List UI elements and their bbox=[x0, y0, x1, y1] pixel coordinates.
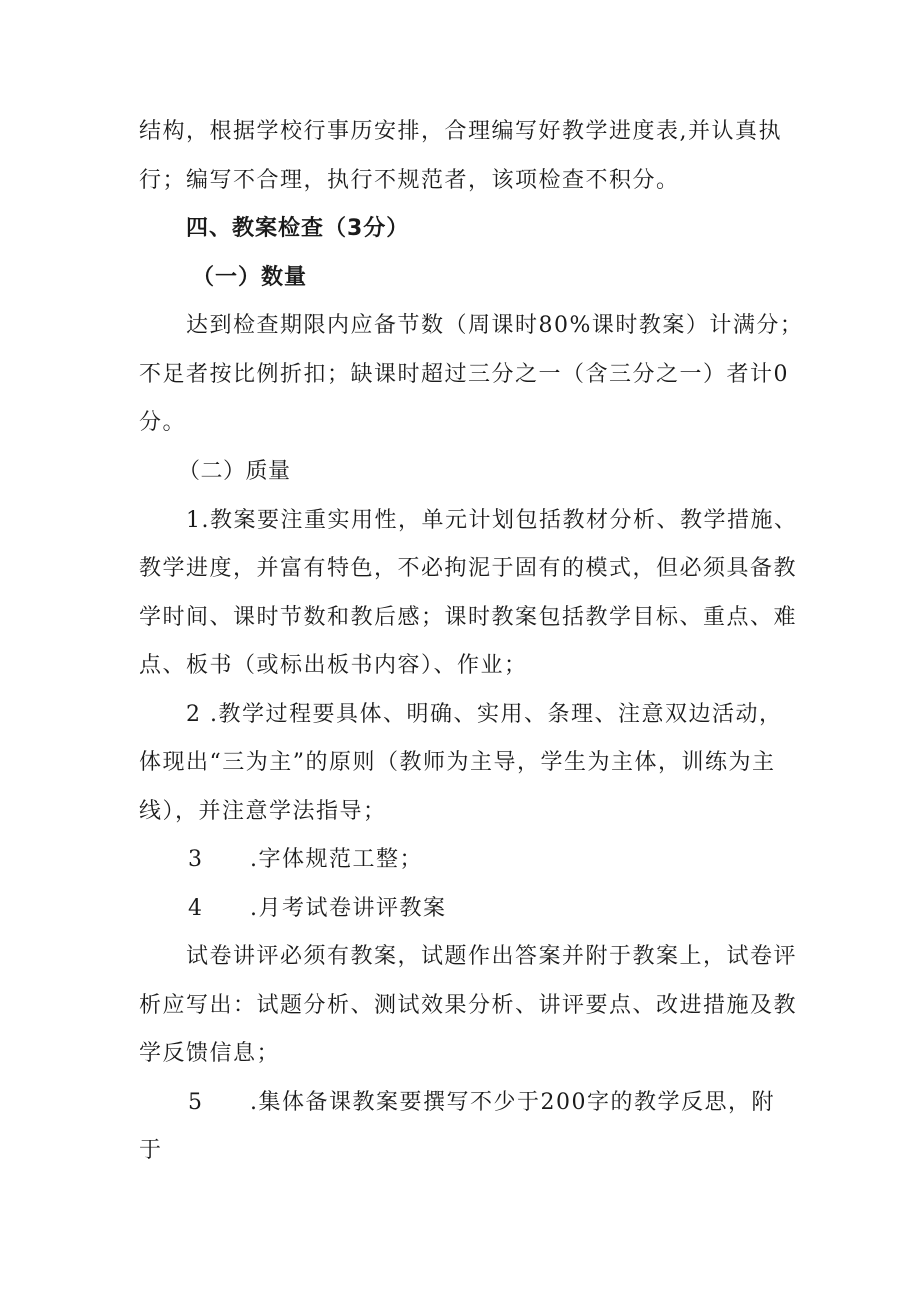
list-item bbox=[188, 894, 447, 924]
list-item-line: 教学进度，并富有特色，不必拘泥于固有的模式，但必须具备教 bbox=[139, 556, 798, 581]
paragraph-line: 分。 bbox=[139, 410, 187, 435]
subsection-heading: （二）质量 bbox=[178, 459, 291, 484]
list-item bbox=[188, 845, 423, 875]
paragraph-line: 学反馈信息； bbox=[139, 1041, 281, 1066]
paragraph-line: 不足者按比例折扣；缺课时超过三分之一（含三分之一）者计0 bbox=[139, 362, 789, 387]
list-item bbox=[188, 1088, 775, 1118]
paragraph-line: 结构，根据学校行事历安排，合理编写好教学进度表,并认真执 bbox=[139, 119, 782, 144]
list-item-line: 线），并注意学法指导； bbox=[139, 799, 387, 824]
list-number: 4 bbox=[188, 896, 204, 921]
list-text: .字体规范工整； bbox=[250, 847, 423, 872]
list-number: 5 bbox=[188, 1090, 204, 1115]
list-item-line: 点、板书（或标出板书内容）、作业； bbox=[139, 653, 528, 678]
list-number: 3 bbox=[188, 847, 204, 872]
paragraph-line: 行；编写不合理，执行不规范者，该项检查不积分。 bbox=[139, 168, 680, 193]
paragraph-line: 试卷讲评必须有教案，试题作出答案并附于教案上，试卷评 bbox=[186, 944, 798, 969]
list-item-line: 2 .教学过程要具体、明确、实用、条理、注意双边活动， bbox=[186, 702, 783, 727]
paragraph-line: 析应写出：试题分析、测试效果分析、讲评要点、改进措施及教 bbox=[139, 993, 798, 1018]
section-heading: 四、教案检查（3分） bbox=[186, 216, 410, 241]
list-item-line: 学时间、课时节数和教后感；课时教案包括教学目标、重点、难 bbox=[139, 605, 798, 630]
list-item-line: 体现出“三为主”的原则（教师为主导，学生为主体，训练为主 bbox=[139, 750, 776, 775]
subsection-heading: （一）数量 bbox=[192, 265, 308, 290]
list-text: .月考试卷讲评教案 bbox=[250, 896, 447, 921]
list-text: .集体备课教案要撰写不少于200字的教学反思，附 bbox=[250, 1090, 775, 1115]
list-item-line: 1.教案要注重实用性，单元计划包括教材分析、教学措施、 bbox=[186, 508, 798, 533]
paragraph-line: 达到检查期限内应备节数（周课时80%课时教案）计满分； bbox=[186, 313, 804, 338]
list-item-line: 于 bbox=[139, 1138, 163, 1163]
